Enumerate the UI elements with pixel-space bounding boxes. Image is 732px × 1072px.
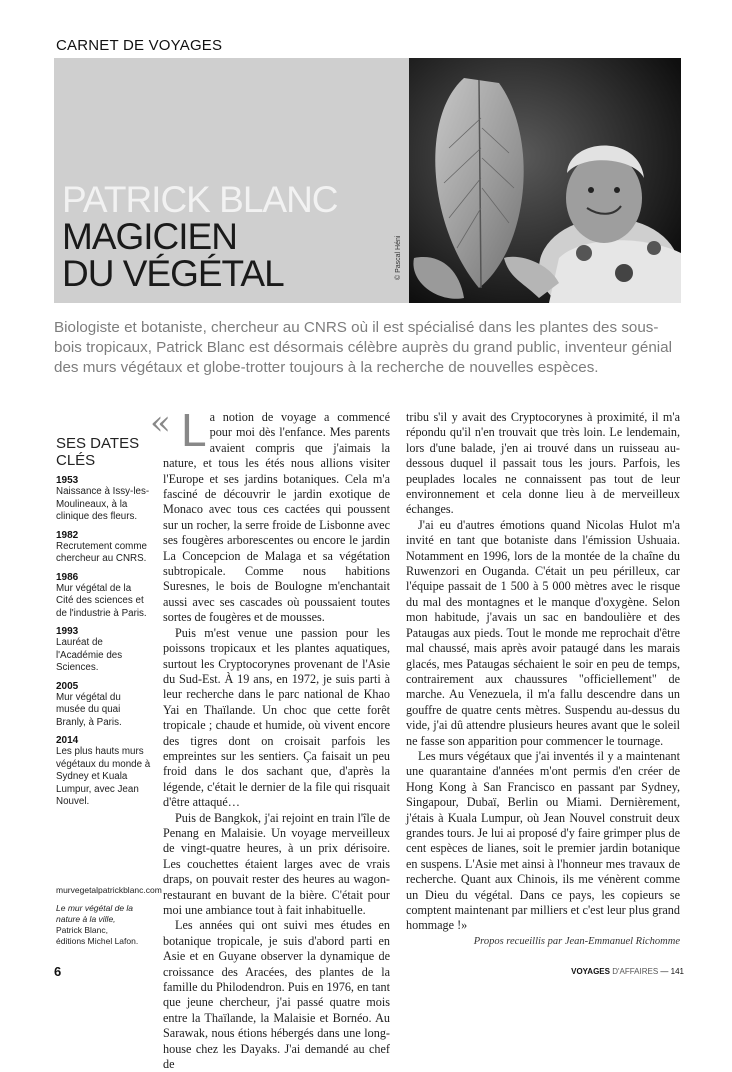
page-number-right: — 141 — [660, 967, 684, 976]
section-label: CARNET DE VOYAGES — [56, 37, 223, 54]
interview-credit: Propos recueillis par Jean-Emmanuel Richomme — [473, 936, 680, 947]
title-line-2: MAGICIEN — [62, 216, 237, 257]
date-year: 2005 — [56, 680, 79, 692]
date-text: Lauréat de l'Académie des Sciences. — [56, 637, 123, 673]
date-text: Les plus hauts murs végétaux du monde à Sydney et Kuala Lumpur, avec Jean Nouvel. — [56, 746, 151, 807]
article-paragraph: tribu s'il y avait des Cryptocorynes à proximité, il m'a répondu qu'il n'en trouvait que très loin. Le lendemain, lors d'une balade, j'en ai trouvé dans un ruisseau au-dessous duquel il passait tous les jours. Parfois, les peuplades locales ne connaissent pas tout de leur environnement et cela donne lieu à de merveilleux échanges. — [406, 410, 680, 517]
article-paragraph: Puis m'est venue une passion pour les poissons tropicaux et les plantes aquatiques, surtout les Cryptocorynes provenant de l'Asie du Sud-Est. À 19 ans, en 1972, je suis parti à leur recherche dans le parc national de Khao Yai en Thaïlande. Un choc que cette forêt tropicale ; chaude et humide, où vivent encore des tigres dont on croisait parfois les empreintes sur les sentiers. Ça faisait un peu froid dans le dos sachant que, d'après la légende, c'était le dernier de la file qui risquait d'être attaqué… — [163, 625, 390, 810]
website-link[interactable]: murvegetalpatrickblanc.com — [56, 885, 162, 895]
paragraph-text: a notion de voyage a commencé pour moi dès l'enfance. Mes parents avaient compris que j'aimais la nature, et tous les étés nous allions visiter l'Europe et ses jardins botaniques. Cela m'a fasciné de découvrir le jardin exotique de Monaco avec tous ces cactées qui poussent sur un rocher, la serre froide de Lisbonne avec ses fougères arborescentes ou encore le jardin La Concepcion de Malaga et sa végétation subtropicale. Comme nous habitions Suresnes, le bois de Boulogne m'enchantait aussi avec ses cascades où poussaient toutes sortes de fougères et de mousses. — [163, 410, 390, 625]
page-title — [62, 181, 338, 292]
date-year: 2014 — [56, 735, 79, 746]
opening-quote-mark: « — [150, 403, 171, 443]
intro-paragraph: Biologiste et botaniste, chercheur au CNRS où il est spécialisé dans les plantes des sous-bois tropicaux, Patrick Blanc est désormais célèbre auprès du grand public, inventeur génial des murs végétaux et globe-trotter toujours à la recherche de nouvelles espèces. — [54, 319, 672, 376]
magazine-footer — [571, 967, 684, 976]
date-entry — [56, 530, 151, 566]
date-entry — [56, 626, 151, 675]
article-paragraph: J'ai eu d'autres émotions quand Nicolas Hulot m'a invité en tant que botaniste dans l'émission Ushuaia. Notamment en 1996, lors de la montée de la chaîne du Ruwenzori en Ouganda. C'était un peu périlleux, car l'équipe passait de 1 500 à 5 000 mètres avec le risque du mal des montagnes et le manque d'oxygène. Selon mon habitude, j'avais un sac en bandoulière et des Pataugas aux pieds. Tout le monde me reprochait d'être mal chaussé, mais après avoir pataugé dans les marais glacés, mes Pataugas séchaient le soir en peu de temps, contrairement aux chaussures "officiellement" de marche. Au Venezuela, il m'a fallu descendre dans un gouffre de quatre cents mètres. Suspendu au-dessus du vide, j'ai dû attendre plusieurs heures avant que le soleil ne fasse son apparition pour commencer le tournage. — [406, 517, 680, 748]
date-text: Mur végétal du musée du quai Branly, à Paris. — [56, 691, 122, 728]
magazine-name-suffix: D'AFFAIRES — [612, 967, 659, 976]
date-entry — [56, 735, 151, 809]
article-paragraph: Les murs végétaux que j'ai inventés il y a maintenant une quarantaine d'années m'ont permis d'en créer de Hong Kong à San Francisco en passant par Sydney, Singapour, Dubaï, Berlin ou Miami. Dernièrement, j'étais à Kuala Lumpur, où Jean Nouvel construit deux grandes tours. Je lui ai proposé d'y faire grimper plus de cent espèces de lianes, soit le premier jardin botanique en suspens. L'Asie met ainsi à l'honneur mes travaux de recherche. Quant aux Chinois, ils me vénèrent comme un Dieu du végétal. Dans ce pays, les copieurs se comptent maintenant par milliers et c'est leur plus grand hommage !» — [406, 748, 680, 933]
title-line-3: DU VÉGÉTAL — [62, 253, 284, 294]
book-publisher: éditions Michel Lafon. — [56, 936, 139, 946]
article-paragraph — [163, 404, 390, 626]
date-text: Naissance à Issy-les-Moulineaux, à la clinique des fleurs. — [56, 486, 150, 522]
article-paragraph: Puis de Bangkok, j'ai rejoint en train l'île de Penang en Malaisie. Un voyage merveilleux de vingt-quatre heures, à un prix dérisoire. Les couchettes étaient larges avec de vrais draps, on pouvait rester des heures au wagon-restaurant en buvant de la bière. C'était pour moi une ambiance tout à fait inhabituelle. — [163, 810, 390, 917]
sidebar-title: SES DATES CLÉS — [56, 435, 140, 469]
magazine-name: VOYAGES — [571, 967, 610, 976]
title-line-name: PATRICK BLANC — [62, 179, 338, 220]
date-year: 1953 — [56, 475, 79, 486]
sidebar-references — [56, 885, 162, 947]
date-year: 1986 — [56, 571, 79, 583]
date-year: 1993 — [56, 626, 79, 637]
book-author: Patrick Blanc, — [56, 925, 108, 935]
photo-credit: © Pascal Héni — [395, 235, 402, 280]
date-text: Mur végétal de la Cité des sciences et de l'industrie à Paris. — [56, 582, 147, 619]
article-paragraph: Les années qui ont suivi mes études en botanique tropicale, je suis d'abord parti en Asie et en Guyane observer la dynamique de croissance des Aracées, des plantes de la famille du Philodendron. Puis en 1976, en tant que jeune chercheur, j'ai passé quatre mois entre la Thaïlande, la Malaisie et Bornéo. Au Sarawak, nous étions hébergés dans une long-house chez les Dayaks. J'ai demandé au chef de — [163, 918, 390, 1072]
article-column-1 — [163, 404, 390, 1072]
date-year: 1982 — [56, 529, 79, 541]
page-number-left: 6 — [54, 964, 62, 979]
date-entry — [56, 572, 151, 621]
date-text: Recrutement comme chercheur au CNRS. — [56, 540, 147, 564]
article-column-2 — [406, 410, 680, 934]
date-entry — [56, 681, 151, 730]
date-entry — [56, 475, 151, 524]
book-title: Le mur végétal de la nature à la ville, — [56, 903, 134, 924]
portrait-photo — [409, 58, 681, 303]
dropcap: L — [181, 404, 207, 456]
key-dates-sidebar — [56, 435, 151, 809]
